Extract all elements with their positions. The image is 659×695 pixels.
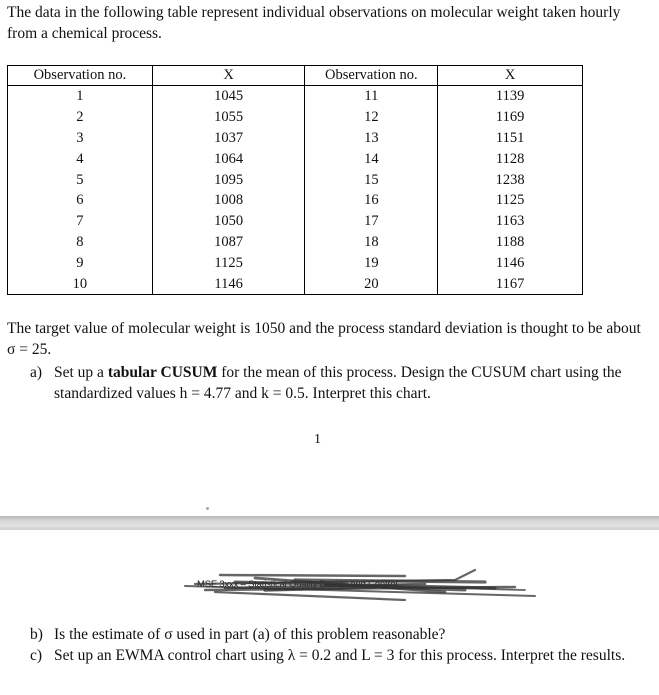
question-b xyxy=(30,624,630,645)
obs-no-cell: 13 xyxy=(305,128,438,149)
obs-no-cell: 2 xyxy=(8,107,153,128)
question-list-part-bc xyxy=(30,624,630,666)
table-row xyxy=(8,232,583,253)
obs-no-cell: 10 xyxy=(8,273,153,294)
table-row xyxy=(8,273,583,294)
header-observation-no-2: Observation no. xyxy=(305,66,438,86)
obs-no-cell: 11 xyxy=(305,86,438,107)
x-value-cell: 1064 xyxy=(152,148,305,169)
question-a xyxy=(30,362,630,404)
obs-no-cell: 3 xyxy=(8,128,153,149)
x-value-cell: 1087 xyxy=(152,232,305,253)
question-list-part-a xyxy=(30,362,630,404)
x-value-cell: 1125 xyxy=(152,252,305,273)
obs-no-cell: 18 xyxy=(305,232,438,253)
obscured-page-header xyxy=(175,560,545,610)
intro-paragraph: The data in the following table represent individual observations on molecular weight taken hourly from a chemical process. xyxy=(7,4,621,42)
obs-no-cell: 8 xyxy=(8,232,153,253)
x-value-cell: 1055 xyxy=(152,107,305,128)
obs-no-cell: 6 xyxy=(8,190,153,211)
obs-no-cell: 5 xyxy=(8,169,153,190)
obs-no-cell: 9 xyxy=(8,252,153,273)
obs-no-cell: 17 xyxy=(305,211,438,232)
scribble-icon xyxy=(175,560,545,610)
x-value-cell: 1151 xyxy=(495,129,525,146)
table-header-row xyxy=(8,66,583,86)
question-c-text: Set up an EWMA control chart using λ = 0.2 and L = 3 for this process. Interpret the results. xyxy=(54,647,626,664)
table-row xyxy=(8,148,583,169)
question-c xyxy=(30,645,630,666)
question-b-label: b) xyxy=(30,626,43,643)
obs-no-cell: 12 xyxy=(305,107,438,128)
header-x-2: X xyxy=(438,66,583,86)
table-row xyxy=(8,211,583,232)
x-value-cell: 1050 xyxy=(152,211,305,232)
x-value-cell: 1037 xyxy=(152,128,305,149)
x-value-cell: 1163 xyxy=(495,213,525,230)
table-row xyxy=(8,252,583,273)
x-value-cell: 1238 xyxy=(495,171,525,188)
x-value-cell: 1095 xyxy=(152,169,305,190)
question-a-label: a) xyxy=(30,364,43,381)
x-value-cell: 1008 xyxy=(152,190,305,211)
obscured-header-text: MSE 3xxx – Statistical Quality Design and Control xyxy=(197,579,398,590)
table-row xyxy=(8,107,583,128)
x-value-cell: 1045 xyxy=(152,86,305,107)
question-b-text: Is the estimate of σ used in part (a) of this problem reasonable? xyxy=(54,626,446,643)
table-body xyxy=(8,86,583,295)
x-value-cell: 1125 xyxy=(495,192,525,209)
page-number: 1 xyxy=(314,432,321,447)
obs-no-cell: 4 xyxy=(8,148,153,169)
obs-no-cell: 20 xyxy=(305,273,438,294)
x-value-cell: 1128 xyxy=(495,150,525,167)
x-value-cell: 1167 xyxy=(495,275,525,292)
question-a-bold: tabular CUSUM xyxy=(107,364,218,381)
x-value-cell: 1169 xyxy=(495,109,525,126)
obs-no-cell: 15 xyxy=(305,169,438,190)
obs-no-cell: 1 xyxy=(8,86,153,107)
x-value-cell: 1146 xyxy=(152,273,305,294)
obs-no-cell: 19 xyxy=(305,252,438,273)
page-break-separator xyxy=(0,516,659,530)
table-row xyxy=(8,86,583,107)
observations-table xyxy=(7,65,583,295)
x-value-cell: 1139 xyxy=(495,88,525,105)
table-row xyxy=(8,190,583,211)
question-c-label: c) xyxy=(30,647,43,664)
table-row xyxy=(8,169,583,190)
header-observation-no-1: Observation no. xyxy=(8,66,153,86)
header-x-1: X xyxy=(152,66,305,86)
target-description: The target value of molecular weight is 1050 and the process standard deviation is thought to be about σ = 25. xyxy=(7,320,641,358)
x-value-cell: 1188 xyxy=(495,233,525,250)
question-a-prefix: Set up a xyxy=(54,364,108,381)
obs-no-cell: 14 xyxy=(305,148,438,169)
obs-no-cell: 7 xyxy=(8,211,153,232)
x-value-cell: 1146 xyxy=(495,254,525,271)
stray-dot xyxy=(206,507,209,510)
obs-no-cell: 16 xyxy=(305,190,438,211)
question-a-suffix: for the mean of this process. Design the CUSUM chart using the standardized values h = 4.77 and k = 0.5. Interpret this chart. xyxy=(54,364,622,402)
table-row xyxy=(8,128,583,149)
